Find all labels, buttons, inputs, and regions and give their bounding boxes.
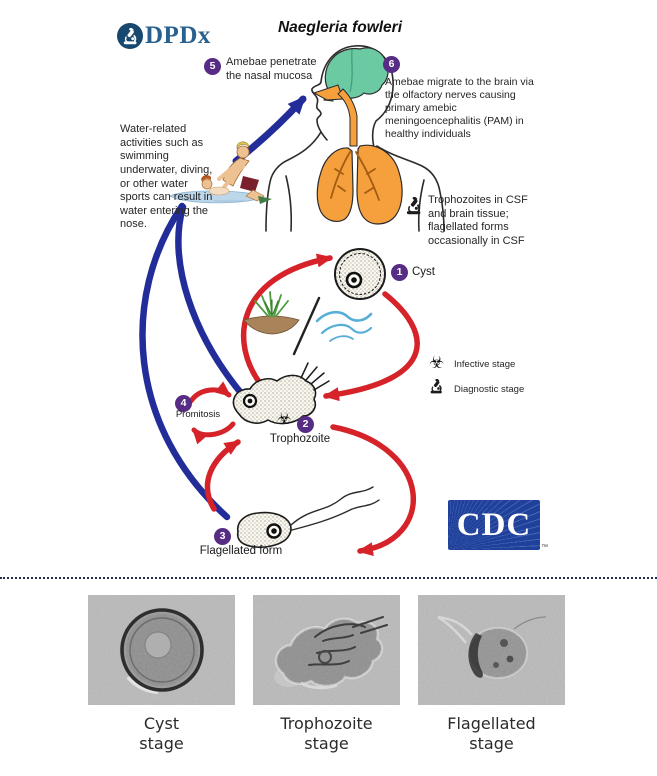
dpdx-logo: [117, 22, 211, 50]
caption-line: stage: [304, 734, 349, 753]
cdc-logo: [448, 500, 540, 550]
stage-5-badge: 5: [204, 58, 221, 75]
caption-line: stage: [469, 734, 514, 753]
dpdx-logo-text: DPDx: [145, 22, 211, 49]
stage-4-badge: 4: [175, 395, 192, 412]
trophozoite-photo: [253, 595, 400, 705]
legend-diagnostic: Diagnostic stage: [454, 384, 525, 395]
cdc-logo-text: CDC: [456, 506, 532, 543]
caption-line: Flagellated: [447, 714, 536, 733]
stage-6-text: Amebae migrate to the brain via the olfactory nerves causing primary amebic meningoencephalitis (PAM) in healthy individuals: [385, 76, 534, 141]
diagnosis-note: Trophozoites in CSF and brain tissue; flagellated forms occasionally in CSF: [428, 194, 528, 247]
separator-line: [0, 577, 657, 579]
flagellated-cell: [238, 487, 379, 547]
stage-2-badge: 2: [297, 416, 314, 433]
trophozoite-label: Trophozoite: [269, 433, 331, 445]
stage-6-badge: 6: [383, 56, 400, 73]
stage-1-badge: 1: [391, 264, 408, 281]
trophozoite-caption: [253, 714, 400, 754]
soil-mound: [244, 316, 299, 334]
slash: [294, 298, 319, 354]
torso-outline: [266, 132, 444, 231]
page-title: Naegleria fowleri: [277, 19, 403, 36]
water-waves: [317, 312, 371, 341]
habitat-icons: [244, 292, 371, 354]
cyst-label: Cyst: [412, 266, 435, 278]
trophozoite-biohazard-icon: ☣: [277, 411, 292, 428]
stage-3-badge: 3: [214, 528, 231, 545]
right-lung: [357, 145, 402, 224]
promitosis-label: Promitosis: [175, 409, 221, 420]
flagellated-label: Flagellated form: [199, 545, 283, 557]
flagella: [291, 487, 379, 530]
biohazard-icon: ☣: [429, 353, 445, 372]
diagnostic-microscope-icon: [405, 197, 423, 215]
flagellated-caption: [418, 714, 565, 754]
legend-microscope-icon: [429, 379, 444, 394]
cyst-caption: [88, 714, 235, 754]
water-activities-note: Water-related activities such as swimming underwater, diving, or other water sports can result in water entering the nose.: [120, 123, 213, 231]
caption-line: Cyst: [143, 714, 180, 733]
caption-line: Trophozoite: [280, 714, 373, 733]
stage-5-text: Amebae penetrate the nasal mucosa: [226, 56, 317, 82]
cdc-trademark: ™: [541, 544, 548, 551]
caption-line: stage: [139, 734, 184, 753]
dpdx-microscope-icon: [117, 23, 143, 49]
cyst-cell: [335, 249, 385, 299]
flagellated-photo: [418, 595, 565, 705]
cyst-photo: [88, 595, 235, 705]
legend-infective: Infective stage: [454, 359, 516, 370]
